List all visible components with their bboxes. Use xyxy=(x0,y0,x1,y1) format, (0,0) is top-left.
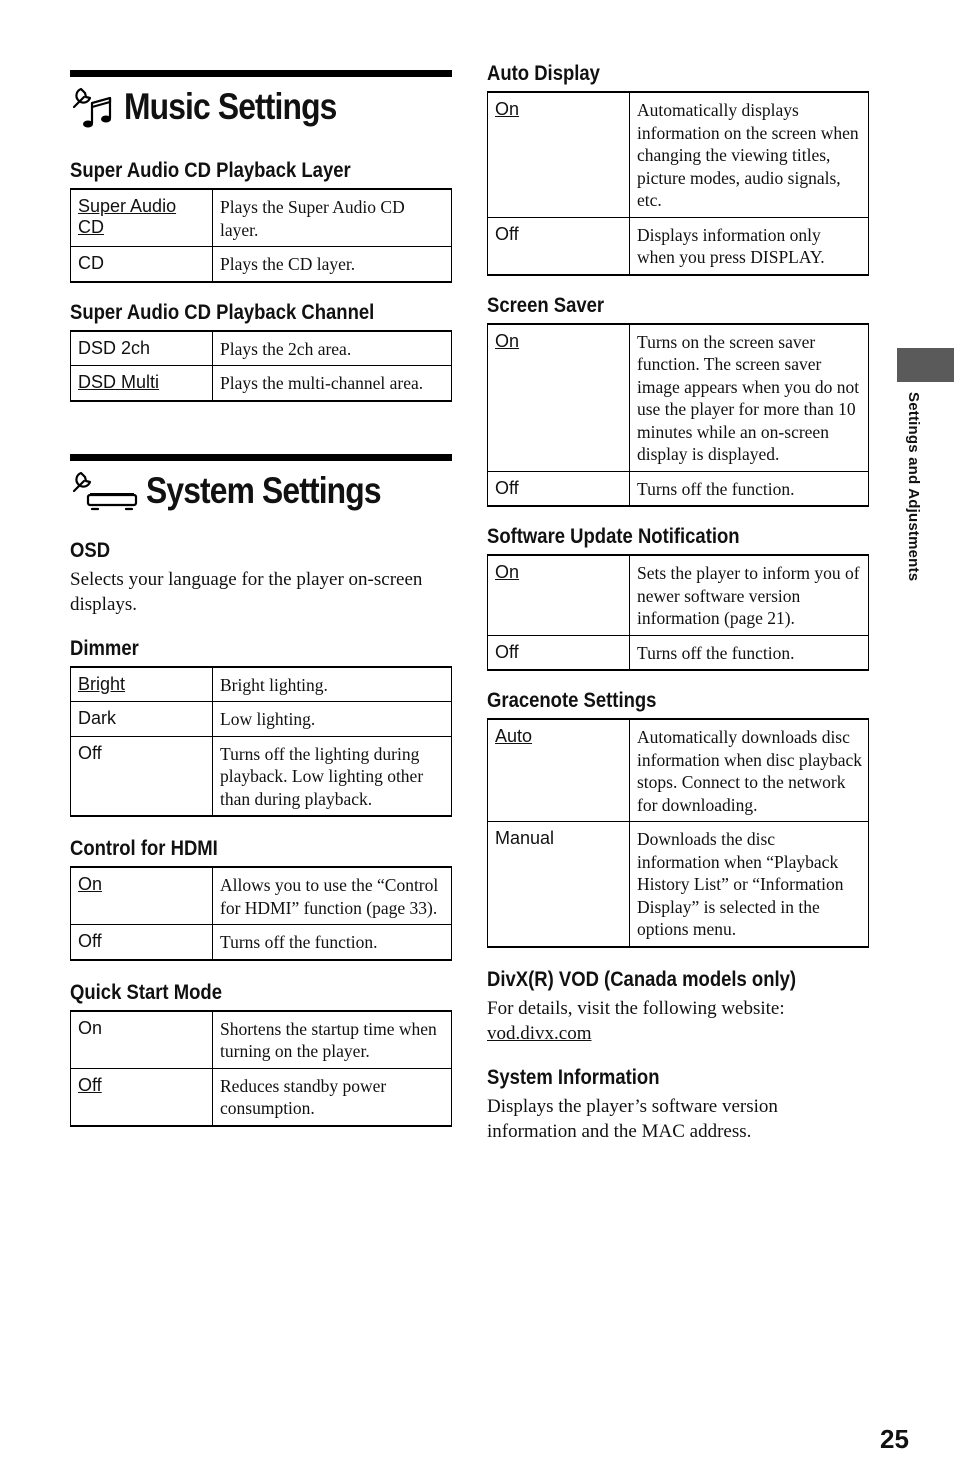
hdmi-heading: Control for HDMI xyxy=(70,837,218,860)
option-desc: Automatically downloads disc information when disc playback stops. Connect to the network for downloading. xyxy=(630,719,869,822)
option-desc: Reduces standby power consumption. xyxy=(213,1068,452,1126)
option-desc: Turns off the function. xyxy=(630,635,869,670)
system-settings-title: System Settings xyxy=(146,469,381,511)
dimmer-table xyxy=(70,666,452,818)
table-row xyxy=(71,247,452,282)
table-row xyxy=(71,1068,452,1126)
table-row xyxy=(71,1011,452,1069)
table-row xyxy=(71,702,452,737)
table-row xyxy=(71,667,452,702)
gracenote-heading: Gracenote Settings xyxy=(487,689,657,712)
hdmi-table xyxy=(70,866,452,961)
option-desc: Turns off the function. xyxy=(213,925,452,960)
dimmer-heading: Dimmer xyxy=(70,636,139,660)
option-desc: Shortens the startup time when turning on the player. xyxy=(213,1011,452,1069)
option-desc: Plays the CD layer. xyxy=(213,247,452,282)
option-key: Off xyxy=(71,1068,213,1126)
option-desc: Automatically displays information on the screen when changing the viewing titles, picture modes, audio signals, etc. xyxy=(630,92,869,217)
left-column xyxy=(70,70,452,1127)
system-info-description: Displays the player’s software version information and the MAC address. xyxy=(487,1095,778,1142)
divx-heading: DivX(R) VOD (Canada models only) xyxy=(487,967,797,991)
option-key: Off xyxy=(488,217,630,275)
option-desc: Sets the player to inform you of newer software version information (page 21). xyxy=(630,555,869,635)
table-row xyxy=(488,324,869,472)
quickstart-table xyxy=(70,1010,452,1127)
chapter-tab-marker xyxy=(897,348,954,382)
table-row xyxy=(488,92,869,217)
option-key: Super Audio CD xyxy=(71,189,213,247)
auto-display-table xyxy=(487,91,869,276)
divx-link-line xyxy=(487,1021,869,1046)
table-row xyxy=(488,635,869,670)
option-key: On xyxy=(71,867,213,925)
table-row xyxy=(71,736,452,816)
system-settings-header xyxy=(70,454,452,515)
option-key: Manual xyxy=(488,822,630,947)
music-settings-title: Music Settings xyxy=(124,86,337,127)
option-desc: Bright lighting. xyxy=(213,667,452,702)
option-desc: Downloads the disc information when “Playback History List” or “Information Display” is selected in the options menu. xyxy=(630,822,869,947)
option-desc: Allows you to use the “Control for HDMI” function (page 33). xyxy=(213,867,452,925)
osd-heading: OSD xyxy=(70,538,111,562)
right-column xyxy=(487,62,869,1144)
option-desc: Plays the multi-channel area. xyxy=(213,366,452,401)
option-desc: Turns off the function. xyxy=(630,471,869,506)
wrench-music-note-icon xyxy=(70,83,118,131)
sacd-channel-heading: Super Audio CD Playback Channel xyxy=(70,300,375,324)
option-key: On xyxy=(71,1011,213,1069)
table-row xyxy=(71,189,452,247)
sacd-channel-table xyxy=(70,330,452,402)
auto-display-heading: Auto Display xyxy=(487,62,600,85)
option-key: On xyxy=(488,92,630,217)
software-update-heading: Software Update Notification xyxy=(487,525,740,548)
option-desc: Turns on the screen saver function. The screen saver image appears when you do not use the player for more than 10 minutes while an on-screen display is displayed. xyxy=(630,324,869,472)
option-key: Auto xyxy=(488,719,630,822)
option-key: Bright xyxy=(71,667,213,702)
option-key: DSD Multi xyxy=(71,366,213,401)
option-desc: Plays the Super Audio CD layer. xyxy=(213,189,452,247)
screen-saver-table xyxy=(487,323,869,508)
option-key: CD xyxy=(71,247,213,282)
divx-website-link[interactable]: vod.divx.com xyxy=(487,1022,592,1044)
option-key: Off xyxy=(488,635,630,670)
sacd-layer-table xyxy=(70,188,452,283)
table-row xyxy=(71,366,452,401)
option-desc: Turns off the lighting during playback. Low lighting other than during playback. xyxy=(213,736,452,816)
osd-description: Selects your language for the player on-screen displays. xyxy=(70,568,423,615)
option-key: DSD 2ch xyxy=(71,331,213,366)
page-number: 25 xyxy=(880,1424,909,1454)
option-key: Off xyxy=(488,471,630,506)
chapter-side-label-text: Settings and Adjustments xyxy=(905,392,922,582)
option-desc: Low lighting. xyxy=(213,702,452,737)
divx-description: For details, visit the following website: xyxy=(487,997,785,1019)
table-row xyxy=(488,555,869,635)
option-desc: Displays information only when you press DISPLAY. xyxy=(630,217,869,275)
table-row xyxy=(488,471,869,506)
gracenote-table xyxy=(487,718,869,948)
screen-saver-heading: Screen Saver xyxy=(487,293,605,317)
software-update-table xyxy=(487,554,869,671)
chapter-side-label xyxy=(900,392,922,602)
quickstart-heading: Quick Start Mode xyxy=(70,980,222,1004)
option-key: Off xyxy=(71,925,213,960)
option-key: On xyxy=(488,324,630,472)
table-row xyxy=(488,217,869,275)
system-info-heading: System Information xyxy=(487,1065,660,1089)
option-key: Dark xyxy=(71,702,213,737)
music-settings-header xyxy=(70,70,452,131)
table-row xyxy=(71,867,452,925)
table-row xyxy=(71,331,452,366)
option-key: On xyxy=(488,555,630,635)
table-row xyxy=(488,719,869,822)
option-desc: Plays the 2ch area. xyxy=(213,331,452,366)
table-row xyxy=(71,925,452,960)
table-row xyxy=(488,822,869,947)
wrench-player-icon xyxy=(70,467,140,515)
sacd-layer-heading: Super Audio CD Playback Layer xyxy=(70,159,351,182)
option-key: Off xyxy=(71,736,213,816)
